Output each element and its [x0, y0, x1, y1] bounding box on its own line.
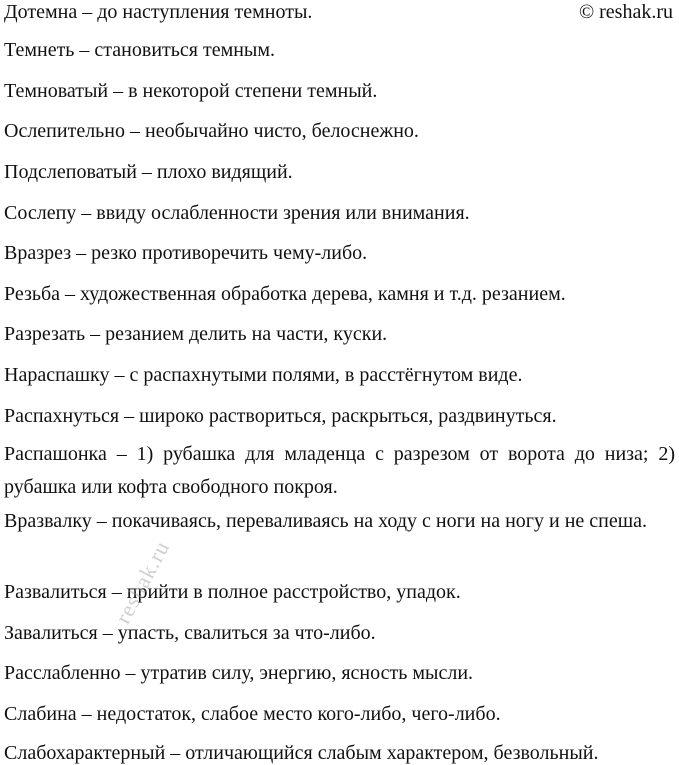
entry-line: Темноватый – в некоторой степени темный. — [4, 80, 378, 102]
entry-line: Расслабленно – утратив силу, энергию, ясность мысли. — [4, 662, 474, 684]
entry-line: Разрезать – резанием делить на части, куски. — [4, 323, 388, 345]
entry-line: Развалиться – прийти в полное расстройство, упадок. — [4, 581, 461, 603]
entry-line: Распахнуться – широко раствориться, раскрыться, раздвинуться. — [4, 405, 557, 427]
entry-line: Сослепу – ввиду ослабленности зрения или внимания. — [4, 202, 470, 224]
entry-line: Дотемна – до наступления темноты. — [4, 1, 313, 23]
entry-line: Завалиться – упасть, свалиться за что-либо. — [4, 622, 376, 644]
entry-line: Нараспашку – с распахнутыми полями, в расстёгнутом виде. — [4, 364, 523, 386]
entry-paragraph: Распашонка – 1) рубашка для младенца с разрезом от ворота до низа; 2) рубашка или кофта свободного покроя. — [4, 443, 675, 498]
entry-line: Темнеть – становиться темным. — [4, 39, 276, 61]
entry-paragraph: Вразвалку – покачиваясь, переваливаясь на ходу с ноги на ногу и не спеша. — [4, 510, 648, 532]
entry-line: Вразрез – резко противоречить чему-либо. — [4, 242, 368, 264]
entry-line: Ослепительно – необычайно чисто, белоснежно. — [4, 120, 419, 142]
entry-line: Слабохарактерный – отличающийся слабым характером, безвольный. — [4, 742, 599, 764]
entry-line: Резьба – художественная обработка дерева, камня и т.д. резанием. — [4, 283, 566, 305]
entry-line: Подслеповатый – плохо видящий. — [4, 161, 293, 183]
site-watermark: © reshak.ru — [578, 1, 673, 23]
entry-line: Слабина – недостаток, слабое место кого-либо, чего-либо. — [4, 703, 501, 725]
diagonal-watermark: reshak.ru — [110, 536, 175, 628]
